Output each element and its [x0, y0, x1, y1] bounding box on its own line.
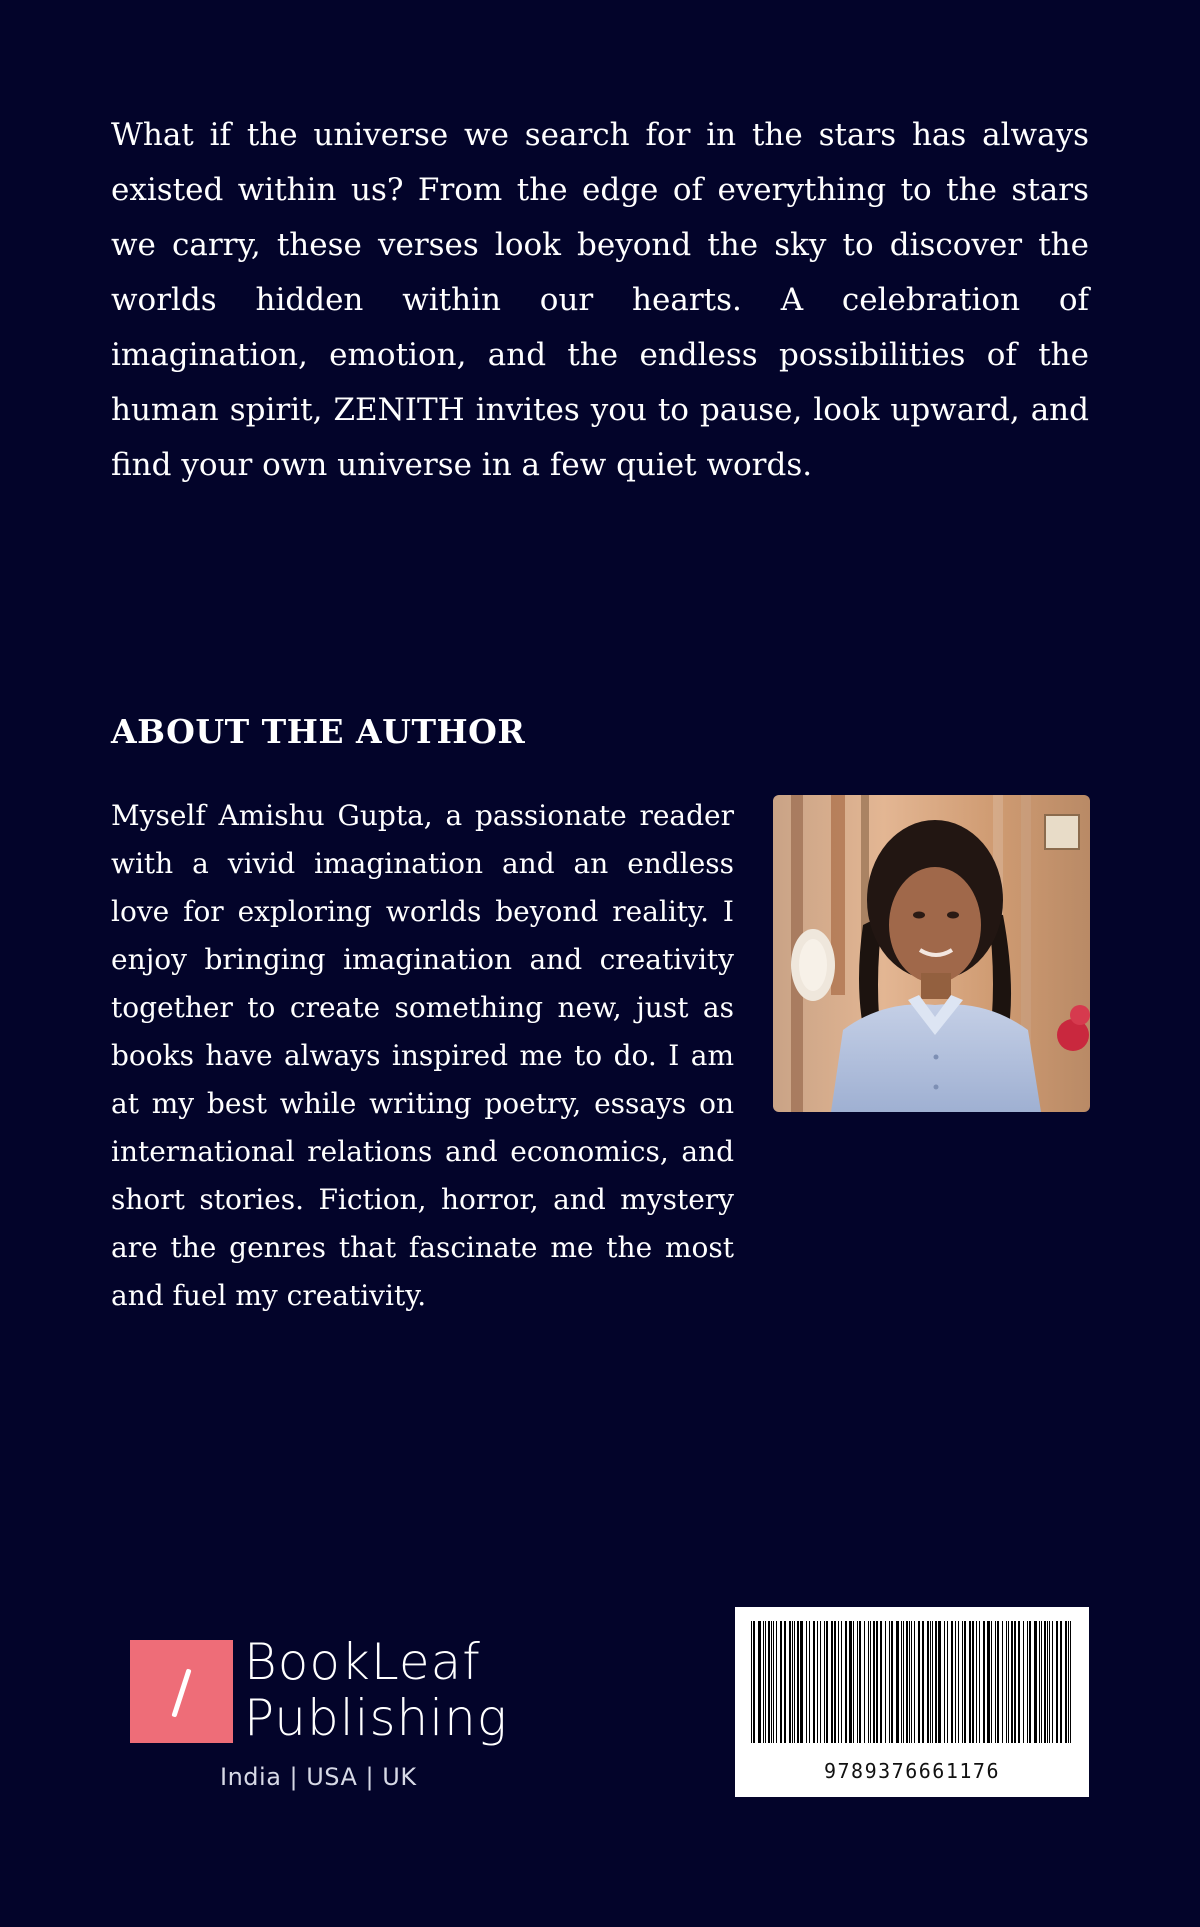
- barcode-bar: [797, 1621, 799, 1743]
- barcode-bar: [809, 1621, 810, 1743]
- barcode-bar: [1008, 1621, 1009, 1743]
- barcode-bar: [918, 1621, 920, 1743]
- barcode-bar: [927, 1621, 929, 1743]
- barcode-bar: [983, 1621, 985, 1743]
- barcode-bar: [901, 1621, 902, 1743]
- barcode-bar: [864, 1621, 865, 1743]
- barcode-bar: [870, 1621, 871, 1743]
- barcode-bar: [1027, 1621, 1028, 1743]
- barcode-bar: [794, 1621, 795, 1743]
- barcode-bar: [911, 1621, 912, 1743]
- barcode-bar: [800, 1621, 803, 1743]
- barcode-bar: [849, 1621, 852, 1743]
- barcode-bar: [947, 1621, 948, 1743]
- barcode-bar: [758, 1621, 761, 1743]
- barcode-bar: [962, 1621, 963, 1743]
- barcode-bar: [938, 1621, 941, 1743]
- barcode-bar: [1049, 1621, 1050, 1743]
- author-bio: Myself Amishu Gupta, a passionate reader with a vivid imagination and an endless love for exploring worlds beyond reality. I enjoy bringing imagination and creativity together to create something new, just as books have always inspired me to do. I am at my best while writing poetry, essays on international relations and economics, and short stories. Fiction, horror, and mystery are the genres that fascinate me the most and fuel my creativity.: [111, 799, 734, 1312]
- barcode-bar: [1070, 1621, 1071, 1743]
- barcode-bar: [789, 1621, 791, 1743]
- barcode-bar: [1011, 1621, 1013, 1743]
- barcode-bar: [876, 1621, 878, 1743]
- barcode-bar: [891, 1621, 893, 1743]
- barcode-bar: [889, 1621, 890, 1743]
- barcode-bar: [873, 1621, 875, 1743]
- barcode-bar: [1029, 1621, 1031, 1743]
- barcode-bar: [753, 1621, 755, 1743]
- barcode-bar: [806, 1621, 807, 1743]
- barcode-bar: [826, 1621, 828, 1743]
- barcode-bar: [906, 1621, 908, 1743]
- barcode-bar: [1034, 1621, 1037, 1743]
- barcode-bar: [784, 1621, 786, 1743]
- barcode-bar: [768, 1621, 770, 1743]
- author-photo: [773, 795, 1090, 1112]
- barcode-bar: [868, 1621, 869, 1743]
- barcode-bar: [853, 1621, 854, 1743]
- barcode-bar: [896, 1621, 899, 1743]
- barcode-bar: [976, 1621, 977, 1743]
- barcode-bar: [776, 1621, 777, 1743]
- barcode-bar: [1047, 1621, 1048, 1743]
- barcode-bar: [1039, 1621, 1040, 1743]
- barcode-bar: [859, 1621, 861, 1743]
- barcode-bar: [841, 1621, 842, 1743]
- barcode-bar: [995, 1621, 996, 1743]
- barcode-bar: [972, 1621, 974, 1743]
- barcode-bar: [1002, 1621, 1003, 1743]
- barcode-bar: [955, 1621, 956, 1743]
- barcode-bar: [1056, 1621, 1058, 1743]
- barcode-bar: [857, 1621, 858, 1743]
- barcode-bar: [951, 1621, 953, 1743]
- barcode-bar: [792, 1621, 793, 1743]
- barcode-bar: [751, 1621, 752, 1743]
- barcode-bar: [1014, 1621, 1016, 1743]
- barcode-bar: [845, 1621, 847, 1743]
- barcode-bar: [1018, 1621, 1020, 1743]
- barcode-bar: [903, 1621, 904, 1743]
- barcode-bar: [991, 1621, 992, 1743]
- barcode-bar: [1006, 1621, 1007, 1743]
- publisher-logo: [130, 1633, 530, 1800]
- book-blurb: What if the universe we search for in the stars has always existed within us? From the edge of everything to the stars we carry, these verses look beyond the sky to discover the worlds hidden within our hearts. A celebration of imagination, emotion, and the endless possibilities of the human spirit, ZENITH invites you to pause, look upward, and find your own universe in a few quiet words.: [111, 117, 1089, 483]
- barcode-bar: [909, 1621, 910, 1743]
- barcode-bar: [1060, 1621, 1062, 1743]
- barcode-bar: [771, 1621, 772, 1743]
- barcode-bar: [922, 1621, 924, 1743]
- barcode-bar: [932, 1621, 933, 1743]
- barcode-bar: [979, 1621, 980, 1743]
- barcode-bar: [1068, 1621, 1069, 1743]
- barcode-bar: [1065, 1621, 1067, 1743]
- barcode-bar: [831, 1621, 833, 1743]
- barcode-bar: [838, 1621, 839, 1743]
- barcode-bar: [820, 1621, 821, 1743]
- barcode-bar: [813, 1621, 815, 1743]
- barcode-bar: [1052, 1621, 1053, 1743]
- barcode-bar: [765, 1621, 766, 1743]
- barcode-bar: [987, 1621, 990, 1743]
- barcode-bar: [944, 1621, 945, 1743]
- barcode-bar: [834, 1621, 836, 1743]
- barcode-bar: [885, 1621, 886, 1743]
- barcode-bar: [958, 1621, 959, 1743]
- barcode-bar: [1044, 1621, 1046, 1743]
- publisher-slash-icon: [130, 1640, 233, 1743]
- isbn-barcode: [735, 1607, 1089, 1797]
- barcode-bar: [969, 1621, 971, 1743]
- barcode-bar: [763, 1621, 764, 1743]
- barcode-bar: [935, 1621, 937, 1743]
- barcode-bar: [997, 1621, 999, 1743]
- barcode-bar: [914, 1621, 915, 1743]
- publisher-name-line1: BookLeaf: [244, 1633, 481, 1691]
- barcode-bar: [930, 1621, 931, 1743]
- barcode-bar: [1041, 1621, 1042, 1743]
- barcode-bar: [880, 1621, 882, 1743]
- barcode-bar: [824, 1621, 825, 1743]
- publisher-regions: India | USA | UK: [220, 1763, 417, 1791]
- isbn-number: 9789376661176: [823, 1759, 1001, 1783]
- publisher-name-line2: Publishing: [244, 1689, 508, 1747]
- barcode-bar: [773, 1621, 774, 1743]
- barcode-bar: [780, 1621, 782, 1743]
- barcode-bar: [1023, 1621, 1024, 1743]
- about-author-heading: ABOUT THE AUTHOR: [111, 712, 526, 751]
- barcode-bar: [964, 1621, 966, 1743]
- barcode-bar: [817, 1621, 818, 1743]
